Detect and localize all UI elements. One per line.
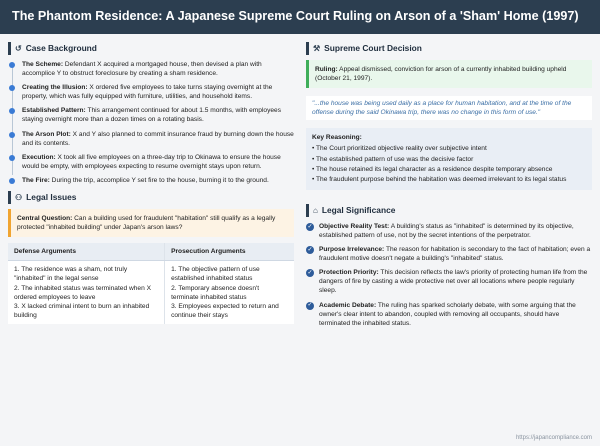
table-row [8,261,294,324]
footer-url[interactable]: https://japancompliance.com [515,434,592,441]
timeline-dot-icon [9,85,15,91]
reasoning-item: • The house retained its legal character as a residence despite temporary absence [312,165,553,173]
check-circle-icon: ✓ [307,223,313,230]
table-header-row [8,243,294,261]
decision-heading: ⚒ Supreme Court Decision [306,42,592,55]
arguments-table [8,243,294,324]
page-title: The Phantom Residence: A Japanese Supreme Court Ruling on Arson of a 'Sham' Home (1997) [12,9,579,24]
significance-item: ✓ Academic Debate: The ruling has sparked scholarly debate, with some arguing that the owner's clear intent to abandon, coupled with removing all occupants, should have terminated the inhabited status. [307,301,576,327]
reasoning-item: • The established pattern of use was the decisive factor [312,155,474,163]
court-quote: "...the house was being used daily as a place for human habitation, and at the time of the offense during the said Okinawa trip, there was no change in this form of use." [306,96,592,120]
timeline-dot-icon [9,108,15,114]
case-background-heading: ↺ Case Background [8,42,294,55]
gavel-icon: ⚒ [313,43,321,53]
page-header [0,0,600,34]
bank-icon: ⌂ [313,205,318,215]
significance-item: ✓ Purpose Irrelevance: The reason for habitation is secondary to the fact of habitation; even a fraudulent motive doesn't negate a building's "inhabited" status. [307,246,591,263]
check-circle-icon: ✓ [307,270,313,277]
left-column [8,34,294,333]
timeline-item: Creating the Illusion: X ordered five employees to take turns staying overnight at the property, which was fully equipped with furniture, utilities, and household items. [22,83,294,101]
timeline-item: The Arson Plot: X and Y also planned to commit insurance fraud by burning down the house and its contents. [22,130,294,148]
main-content [0,34,600,333]
timeline-item: Established Pattern: This arrangement continued for about 1.5 months, with employees staying overnight more than a dozen times on a rotating basis. [22,106,294,124]
timeline-dot-icon [9,62,15,68]
legal-issues-heading: ⚇ Legal Issues [8,191,294,204]
timeline-dot-icon [9,132,15,138]
central-question-box: Central Question: Can a building used for fraudulent "habitation" still qualify as a legally protected "inhabited building" under Japan's arson laws? [8,209,294,237]
users-icon: ⚇ [15,193,23,203]
history-icon: ↺ [15,43,22,53]
timeline-item: The Scheme: Defendant X acquired a mortgaged house, then devised a plan with accomplice Y to obstruct foreclosure by creating a sham residence. [22,60,294,78]
check-circle-icon: ✓ [307,246,313,253]
reasoning-item: • The Court prioritized objective reality over subjective intent [312,145,487,153]
ruling-box: Ruling: Appeal dismissed, conviction for arson of a currently inhabited building upheld (October 21, 1997). [306,60,592,88]
prosecution-header: Prosecution Arguments [165,243,294,261]
check-circle-icon: ✓ [307,302,313,309]
significance-item: ✓ Protection Priority: This decision reflects the law's priority of protecting human life from the dangers of fire by casting a wide protective net over all locations where people regularly sleep. [307,269,588,295]
reasoning-item: • The fraudulent purpose behind the habitation was deemed irrelevant to its legal status [312,175,567,183]
defense-header: Defense Arguments [8,243,165,261]
prosecution-arguments-cell: 1. The objective pattern of use established inhabited status 2. Temporary absence doesn't terminate inhabited status 3. Employees expected to return and continue their stays [165,261,294,324]
significance-heading: ⌂ Legal Significance [306,204,592,217]
case-background-timeline [8,60,294,185]
significance-list [306,222,592,328]
right-column [306,34,592,333]
significance-item: ✓ Objective Reality Test: A building's status as "inhabited" is determined by its objective, established pattern of use, not by the secret intentions of the perpetrator. [307,222,574,239]
timeline-item: The Fire: During the trip, accomplice Y set fire to the house, burning it to the ground. [22,176,294,185]
timeline-dot-icon [9,155,15,161]
timeline-dot-icon [9,178,15,184]
timeline-item: Execution: X took all five employees on a three-day trip to Okinawa to ensure the house would be empty, with employees expecting to resume overnight stays upon return. [22,153,294,171]
key-reasoning-title: Key Reasoning: [312,134,362,142]
key-reasoning-box [306,128,592,189]
defense-arguments-cell: 1. The residence was a sham, not truly "inhabited" in the legal sense 2. The inhabited status was terminated when X ordered employees to leave 3. X lacked criminal intent to burn an inhabited building [8,261,165,324]
